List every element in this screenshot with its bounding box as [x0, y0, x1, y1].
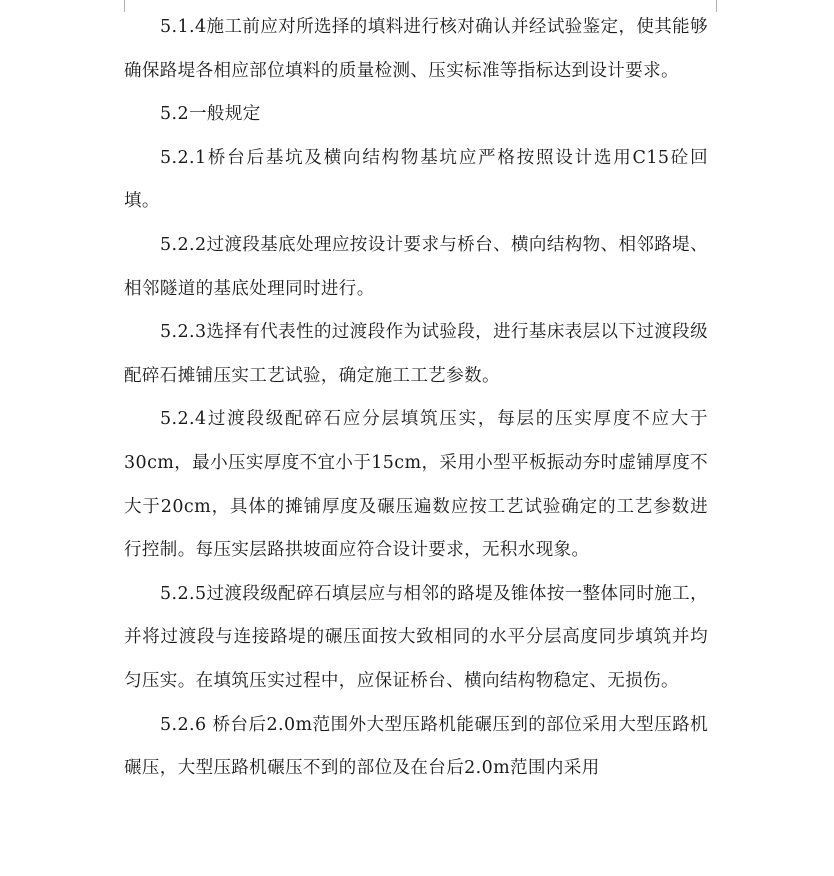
paragraph-5-2-5: 5.2.5过渡段级配碎石填层应与相邻的路堤及锥体按一整体同时施工，并将过渡段与连接路堤的碾压面按大致相同的水平分层高度同步填筑并均匀压实。在填筑压实过程中，应保证桥台、横向结构物稳定、无损伤。	[124, 583, 708, 691]
paragraph-5-2-4: 5.2.4过渡段级配碎石应分层填筑压实，每层的压实厚度不应大于30cm，最小压实厚度不宜小于15cm，采用小型平板振动夯时虚铺厚度不大于20cm，具体的摊铺厚度及碾压遍数应按工艺试验确定的工艺参数进行控制。每压实层路拱坡面应符合设计要求，无积水现象。	[124, 409, 708, 561]
paragraph-5-2-6: 5.2.6 桥台后2.0m范围外大型压路机能碾压到的部位采用大型压路机碾压，大型压路机碾压不到的部位及在台后2.0m范围内采用	[124, 714, 708, 779]
paragraph-5-2-2: 5.2.2过渡段基底处理应按设计要求与桥台、横向结构物、相邻路堤、相邻隧道的基底处理同时进行。	[124, 234, 708, 299]
paragraph-5-1-4: 5.1.4施工前应对所选择的填料进行核对确认并经试验鉴定，使其能够确保路堤各相应部位填料的质量检测、压实标准等指标达到设计要求。	[124, 17, 708, 81]
page-corner-mark-right	[716, 0, 731, 12]
page-corner-mark-left	[110, 0, 125, 12]
section-heading-5-2: 5.2一般规定	[160, 104, 261, 125]
paragraph-5-2-1: 5.2.1桥台后基坑及横向结构物基坑应严格按照设计选用C15砼回填。	[124, 147, 708, 212]
document-body	[124, 6, 708, 791]
paragraph-5-2-3: 5.2.3选择有代表性的过渡段作为试验段，进行基床表层以下过渡段级配碎石摊铺压实工艺试验，确定施工工艺参数。	[124, 322, 708, 386]
